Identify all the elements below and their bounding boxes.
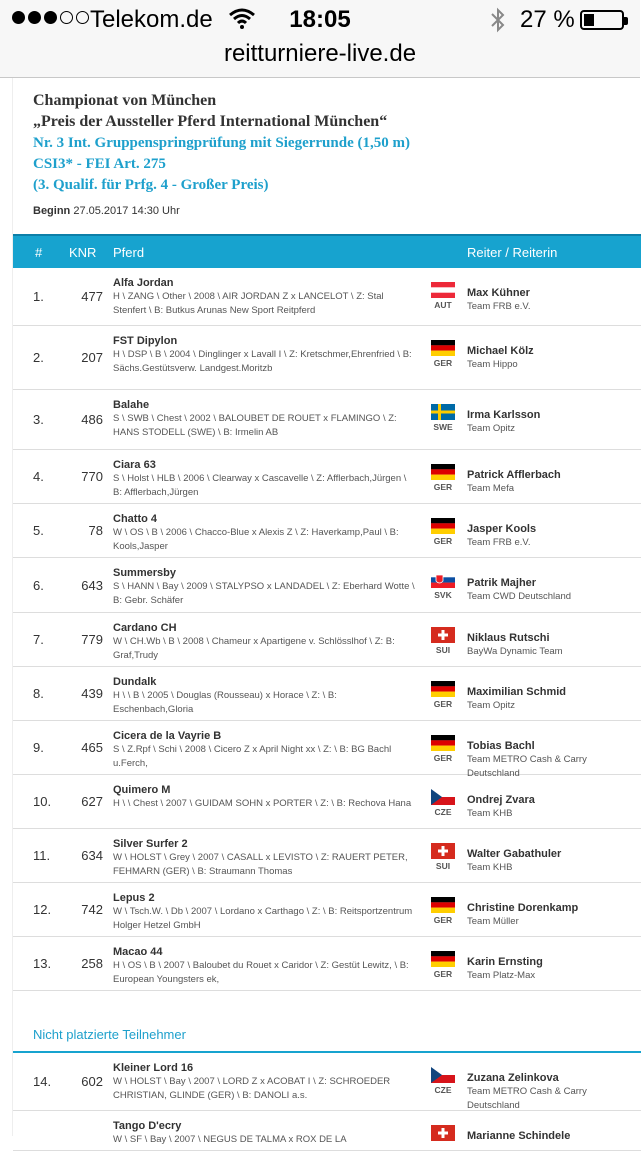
rider-cell [467,793,639,821]
knr-cell: 439 [81,686,103,701]
table-row[interactable] [13,937,641,991]
rank-cell: 9. [33,740,44,755]
results-page [12,78,640,1145]
rider-cell [467,408,639,436]
knr-cell: 207 [81,350,103,365]
knr-cell: 627 [81,794,103,809]
results-table-header [13,234,641,268]
rider-cell [467,468,639,496]
knr-cell: 602 [81,1074,103,1089]
carrier-name: Telekom.de [90,6,213,33]
horse-details: S \ Z.Rpf \ Schi \ 2008 \ Cicero Z x April Night xx \ Z: \ B: BG Bachl u.Ferch, [113,744,392,769]
rider-team: Team FRB e.V. [467,537,531,548]
address-bar[interactable] [0,40,640,78]
horse-name[interactable]: Chatto 4 [113,513,157,525]
rider-name[interactable]: Ondrej Zvara [467,794,535,806]
battery-percent: 27 % [520,6,575,33]
rank-cell: 3. [33,412,44,427]
horse-name[interactable]: Ciara 63 [113,459,156,471]
flag-cell [431,897,455,925]
flag-cell [431,627,455,655]
rider-cell [467,685,639,713]
knr-cell: 258 [81,956,103,971]
rider-team: Team FRB e.V. [467,301,531,312]
flag-cell [431,1067,455,1095]
rank-cell: 2. [33,350,44,365]
rider-name[interactable]: Zuzana Zelinkova [467,1072,559,1084]
horse-name[interactable]: Dundalk [113,676,157,688]
table-row[interactable] [13,883,641,937]
flag-cell [431,572,455,600]
start-time [33,205,180,217]
knr-cell: 477 [81,289,103,304]
horse-cell [113,621,418,663]
rank-cell: 4. [33,469,44,484]
col-rank: # [35,245,43,260]
rider-name[interactable]: Karin Ernsting [467,956,543,968]
horse-cell [113,276,418,318]
rider-name[interactable]: Jasper Kools [467,523,537,535]
rider-name[interactable]: Niklaus Rutschi [467,632,550,644]
horse-details: H \ \ B \ 2005 \ Douglas (Rousseau) x Horace \ Z: \ B: Eschenbach,Gloria [113,690,337,715]
country-code: SUI [435,861,451,871]
horse-details: W \ SF \ Bay \ 2007 \ NEGUS DE TALMA x ROX DE LA [113,1134,347,1145]
horse-cell [113,729,418,771]
table-row[interactable] [13,326,641,390]
country-code: SUI [435,645,451,655]
rider-team: Team Müller [467,916,519,927]
knr-cell: 78 [88,523,103,538]
country-code: AUT [434,300,452,310]
rider-name[interactable]: Marianne Schindele [467,1130,571,1142]
rider-cell [467,576,639,604]
rider-team: Team Mefa [467,483,514,494]
championship-title: Championat von München [33,92,217,109]
horse-name[interactable]: Macao 44 [113,946,163,958]
horse-details: S \ HANN \ Bay \ 2009 \ STALYPSO x LANDADEL \ Z: Eberhard Wotte \ B: Gebr. Schäfer [113,581,415,606]
rider-team: Team METRO Cash & Carry Deutschland [467,1086,587,1111]
rank-cell: 5. [33,523,44,538]
rider-team: Team Opitz [467,700,516,711]
rider-cell [467,1071,639,1113]
knr-cell: 779 [81,632,103,647]
table-row[interactable] [13,667,641,721]
rider-cell [467,522,639,550]
rider-team: Team Hippo [467,359,518,370]
rank-cell: 1. [33,289,44,304]
horse-details: H \ \ Chest \ 2007 \ GUIDAM SOHN x PORTER \ Z: \ B: Rechova Hana [113,798,412,809]
rider-name[interactable]: Maximilian Schmid [467,686,567,698]
horse-details: S \ SWB \ Chest \ 2002 \ BALOUBET DE ROUET x FLAMINGO \ Z: HANS STODELL (SWE) \ B: Irmelin AB [113,413,397,438]
start-label: Beginn [33,205,71,217]
col-rider: Reiter / Reiterin [467,245,558,260]
country-flag-icon [431,518,455,534]
country-code: GER [433,536,453,546]
knr-cell: 486 [81,412,103,427]
horse-cell [113,512,418,554]
rank-cell: 10. [33,794,52,809]
horse-details: H \ OS \ B \ 2007 \ Baloubet du Rouet x Caridor \ Z: Gestüt Lewitz, \ B: European Youngsters ek, [113,960,409,985]
rider-name[interactable]: Irma Karlsson [467,409,541,421]
country-flag-icon [431,627,455,643]
country-flag-icon [431,340,455,356]
horse-name[interactable]: Kleiner Lord 16 [113,1062,194,1074]
country-code: GER [433,699,453,709]
horse-details: W \ Tsch.W. \ Db \ 2007 \ Lordano x Carthago \ Z: \ B: Reitsportzentrum Holger Hetzel GmbH [113,906,413,931]
rank-cell: 8. [33,686,44,701]
rider-name[interactable]: Tobias Bachl [467,740,535,752]
horse-name[interactable]: Lepus 2 [113,892,155,904]
competition-title: Nr. 3 Int. Gruppenspringprüfung mit Siegerrunde (1,50 m) [33,135,410,151]
not-placed-title: Nicht platzierte Teilnehmer [33,1027,186,1042]
country-flag-icon [431,572,455,588]
flag-cell [431,464,455,492]
col-horse: Pferd [113,245,145,260]
flag-cell [431,404,455,432]
horse-name[interactable]: Balahe [113,399,150,411]
rider-cell [467,901,639,929]
horse-name[interactable]: Tango D'ecry [113,1120,182,1132]
rider-cell [467,1129,639,1143]
rider-cell [467,286,639,314]
clock: 18:05 [289,6,351,33]
flag-cell [431,951,455,979]
knr-cell: 643 [81,578,103,593]
rider-team: Team Platz-Max [467,970,536,981]
rider-name[interactable]: Patrik Majher [467,577,537,589]
battery-icon [580,10,624,30]
rider-name[interactable]: Christine Dorenkamp [467,902,579,914]
horse-name[interactable]: Quimero M [113,784,171,796]
rider-team: Team Opitz [467,423,516,434]
rank-cell: 7. [33,632,44,647]
horse-details: W \ HOLST \ Grey \ 2007 \ CASALL x LEVISTO \ Z: RAUERT PETER, FEHMARN (GER) \ B: Straumann Thomas [113,852,408,877]
horse-cell [113,1119,418,1147]
country-code: GER [433,915,453,925]
horse-name[interactable]: FST Dipylon [113,335,178,347]
horse-name[interactable]: Cicera de la Vayrie B [113,730,222,742]
competition-qualification: (3. Qualif. für Prfg. 4 - Großer Preis) [33,177,269,193]
rider-team: Team CWD Deutschland [467,591,572,602]
status-bar [0,0,640,40]
country-code: GER [433,753,453,763]
horse-cell [113,458,418,500]
country-flag-icon [431,735,455,751]
knr-cell: 742 [81,902,103,917]
country-code: GER [433,358,453,368]
country-flag-icon [431,1067,455,1083]
rank-cell: 11. [33,848,51,863]
horse-cell [113,675,418,717]
country-code: GER [433,969,453,979]
flag-cell [431,789,455,817]
rider-cell [467,955,639,983]
rank-cell: 13. [33,956,52,971]
country-flag-icon [431,404,455,420]
horse-details: H \ DSP \ B \ 2004 \ Dinglinger x Lavall I \ Z: Kretschmer,Ehrenfried \ B: Sächs.Gestütsverw. Landgest.Moritzb [113,349,412,374]
rider-team: BayWa Dynamic Team [467,646,563,657]
flag-cell [431,735,455,763]
country-flag-icon [431,282,455,298]
horse-name[interactable]: Silver Surfer 2 [113,838,188,850]
table-row[interactable] [13,1111,641,1151]
flag-cell [431,282,455,310]
country-flag-icon [431,464,455,480]
flag-cell [431,1125,455,1143]
knr-cell: 770 [81,469,103,484]
table-row[interactable] [13,829,641,883]
start-value: 27.05.2017 14:30 Uhr [73,205,180,217]
table-row[interactable] [13,450,641,504]
table-row[interactable] [13,1053,641,1111]
horse-cell [113,783,418,811]
horse-details: S \ Holst \ HLB \ 2006 \ Clearway x Cascavelle \ Z: Afflerbach,Jürgen \ B: Afflerbach,Jürgen [113,473,407,498]
horse-name[interactable]: Alfa Jordan [113,277,174,289]
col-knr: KNR [69,245,97,260]
rider-name[interactable]: Michael Kölz [467,345,534,357]
horse-name[interactable]: Summersby [113,567,176,579]
rider-name[interactable]: Patrick Afflerbach [467,469,561,481]
country-code: CZE [434,807,452,817]
horse-cell [113,1061,418,1103]
address-domain: reitturniere-live.de [223,40,417,67]
country-code: SWE [433,422,453,432]
country-flag-icon [431,843,455,859]
rank-cell: 6. [33,578,44,593]
horse-cell [113,891,418,933]
rider-name[interactable]: Walter Gabathuler [467,848,562,860]
country-code: CZE [434,1085,452,1095]
country-flag-icon [431,897,455,913]
country-flag-icon [431,789,455,805]
horse-cell [113,398,418,440]
knr-cell: 465 [81,740,103,755]
horse-cell [113,334,418,376]
table-row[interactable] [13,390,641,450]
table-row[interactable] [13,504,641,558]
bluetooth-icon [488,6,508,34]
rider-name[interactable]: Max Kühner [467,287,530,299]
flag-cell [431,340,455,368]
horse-cell [113,566,418,608]
table-row[interactable] [13,558,641,613]
rider-cell [467,847,639,875]
country-flag-icon [431,951,455,967]
country-flag-icon [431,1125,455,1141]
flag-cell [431,843,455,871]
table-row[interactable] [13,721,641,779]
rank-cell: 12. [33,902,52,917]
horse-details: W \ OS \ B \ 2006 \ Chacco-Blue x Alexis Z \ Z: Haverkamp,Paul \ B: Kools,Jasper [113,527,399,552]
table-row[interactable] [13,268,641,326]
rider-team: Team METRO Cash & Carry Deutschland [467,754,587,779]
horse-details: W \ HOLST \ Bay \ 2007 \ LORD Z x ACOBAT I \ Z: SCHROEDER CHRISTIAN, GLINDE (GER) \ B: DANOLI a.s. [113,1076,391,1101]
table-row[interactable] [13,775,641,829]
rank-cell: 14. [33,1074,52,1089]
table-row[interactable] [13,613,641,667]
flag-cell [431,518,455,546]
horse-details: H \ ZANG \ Other \ 2008 \ AIR JORDAN Z x LANCELOT \ Z: Stal Stenfert \ B: Butkus Arunas New Sport Reitpferd [113,291,384,316]
rider-team: Team KHB [467,808,513,819]
country-code: GER [433,482,453,492]
rider-team: Team KHB [467,862,513,873]
horse-details: W \ CH.Wb \ B \ 2008 \ Chameur x Apartigene v. Schlösslhof \ Z: B: Graf,Trudy [113,636,395,661]
rider-cell [467,631,639,659]
prize-title: „Preis der Aussteller Pferd International München“ [33,113,388,130]
country-flag-icon [431,681,455,697]
flag-cell [431,681,455,709]
knr-cell: 634 [81,848,103,863]
rider-cell [467,344,639,372]
horse-cell [113,837,418,879]
competition-class: CSI3* - FEI Art. 275 [33,156,166,172]
horse-name[interactable]: Cardano CH [113,622,177,634]
horse-cell [113,945,418,987]
country-code: SVK [434,590,452,600]
